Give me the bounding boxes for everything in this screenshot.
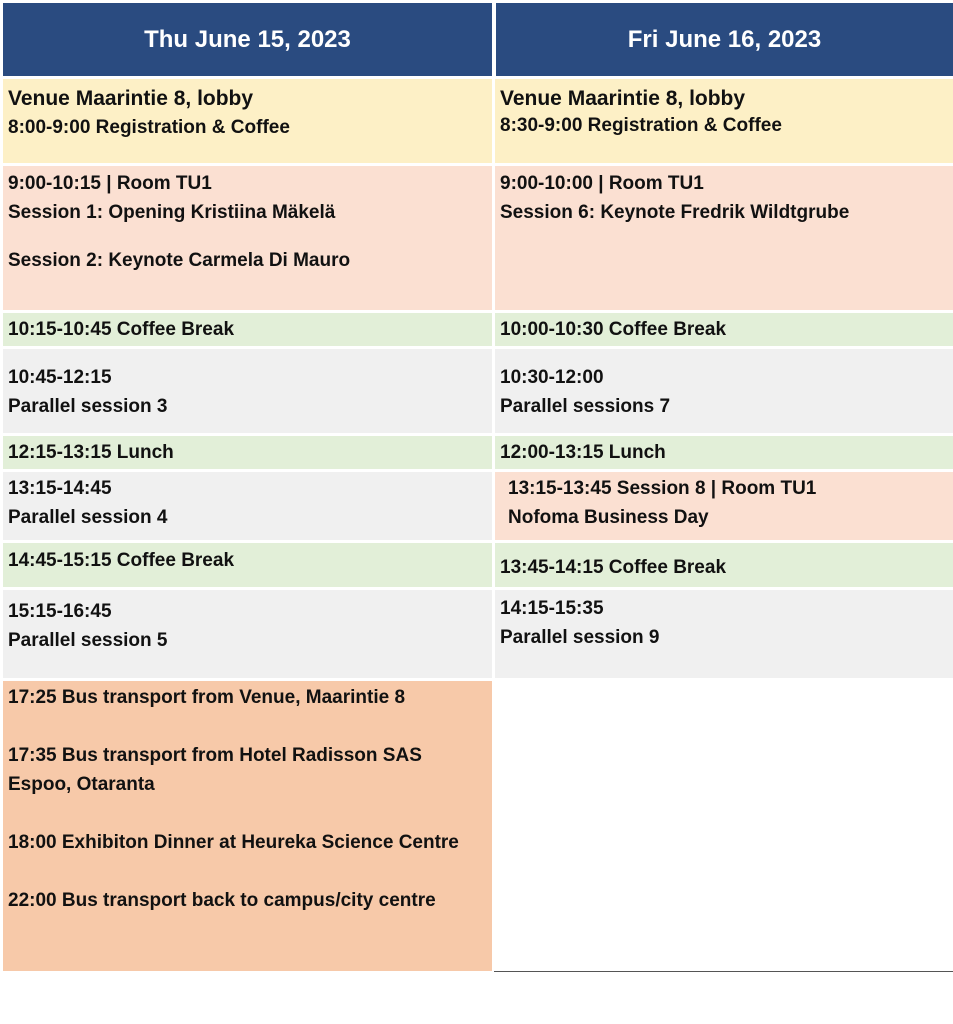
fri-parallel-9 <box>495 590 953 678</box>
fri-keynote-cell <box>495 166 953 310</box>
fri-lunch-label: 12:00-13:15 Lunch <box>500 442 666 463</box>
thu-parallel-5 <box>3 590 492 678</box>
thu-registration: 8:00-9:00 Registration & Coffee <box>8 117 290 138</box>
thu-parallel-5-time: 15:15-16:45 <box>8 601 112 622</box>
fri-session-8-label: Nofoma Business Day <box>508 507 709 528</box>
thu-coffee-1-label: 10:15-10:45 Coffee Break <box>8 319 235 340</box>
fri-coffee-1-label: 10:00-10:30 Coffee Break <box>500 319 727 340</box>
fri-header-label: Fri June 16, 2023 <box>627 26 822 53</box>
thu-session-2: Session 2: Keynote Carmela Di Mauro <box>8 250 351 271</box>
thu-parallel-3-label: Parallel session 3 <box>8 396 168 417</box>
thu-header-label: Thu June 15, 2023 <box>144 26 351 53</box>
fri-lunch <box>495 436 953 469</box>
thu-venue-title: Venue Maarintie 8, lobby <box>8 87 254 110</box>
thu-parallel-3-time: 10:45-12:15 <box>8 367 112 388</box>
fri-venue-cell <box>495 79 953 163</box>
thu-bus-2-location: Espoo, Otaranta <box>8 774 155 795</box>
thu-parallel-4 <box>3 472 492 540</box>
fri-coffee-2-label: 13:45-14:15 Coffee Break <box>500 557 727 578</box>
thu-session-1: Session 1: Opening Kristiina Mäkelä <box>8 202 336 223</box>
fri-parallel-9-label: Parallel session 9 <box>500 627 660 648</box>
thu-bus-3: 22:00 Bus transport back to campus/city centre <box>8 890 436 911</box>
thu-bus-2: 17:35 Bus transport from Hotel Radisson SAS <box>8 745 422 766</box>
fri-header <box>496 3 953 76</box>
thu-dinner: 18:00 Exhibiton Dinner at Heureka Science Centre <box>8 832 459 853</box>
thu-venue-cell <box>3 79 492 163</box>
thu-coffee-2-label: 14:45-15:15 Coffee Break <box>8 550 235 571</box>
thu-evening-program <box>3 681 492 971</box>
thu-bus-1: 17:25 Bus transport from Venue, Maarintie 8 <box>8 687 406 708</box>
table-bottom-rule <box>494 971 953 972</box>
thu-lunch <box>3 436 492 469</box>
fri-parallel-7-time: 10:30-12:00 <box>500 367 604 388</box>
fri-parallel-9-time: 14:15-15:35 <box>500 598 604 619</box>
fri-coffee-1 <box>495 313 953 346</box>
fri-session-6: Session 6: Keynote Fredrik Wildtgrube <box>500 202 850 223</box>
thu-opening-cell <box>3 166 492 310</box>
thu-header <box>3 3 492 76</box>
thu-parallel-5-label: Parallel session 5 <box>8 630 168 651</box>
thu-parallel-4-label: Parallel session 4 <box>8 507 168 528</box>
thu-opening-time: 9:00-10:15 | Room TU1 <box>8 173 212 194</box>
fri-parallel-7 <box>495 349 953 433</box>
fri-coffee-2 <box>495 543 953 587</box>
thu-parallel-3 <box>3 349 492 433</box>
fri-session-8-time: 13:15-13:45 Session 8 | Room TU1 <box>508 478 817 499</box>
fri-parallel-7-label: Parallel sessions 7 <box>500 396 671 417</box>
thu-parallel-4-time: 13:15-14:45 <box>8 478 112 499</box>
thu-coffee-1 <box>3 313 492 346</box>
fri-keynote-time: 9:00-10:00 | Room TU1 <box>500 173 704 194</box>
fri-venue-title: Venue Maarintie 8, lobby <box>500 87 746 110</box>
fri-registration: 8:30-9:00 Registration & Coffee <box>500 115 782 136</box>
thu-lunch-label: 12:15-13:15 Lunch <box>8 442 174 463</box>
fri-session-8-cell <box>495 472 953 540</box>
thu-coffee-2 <box>3 543 492 587</box>
